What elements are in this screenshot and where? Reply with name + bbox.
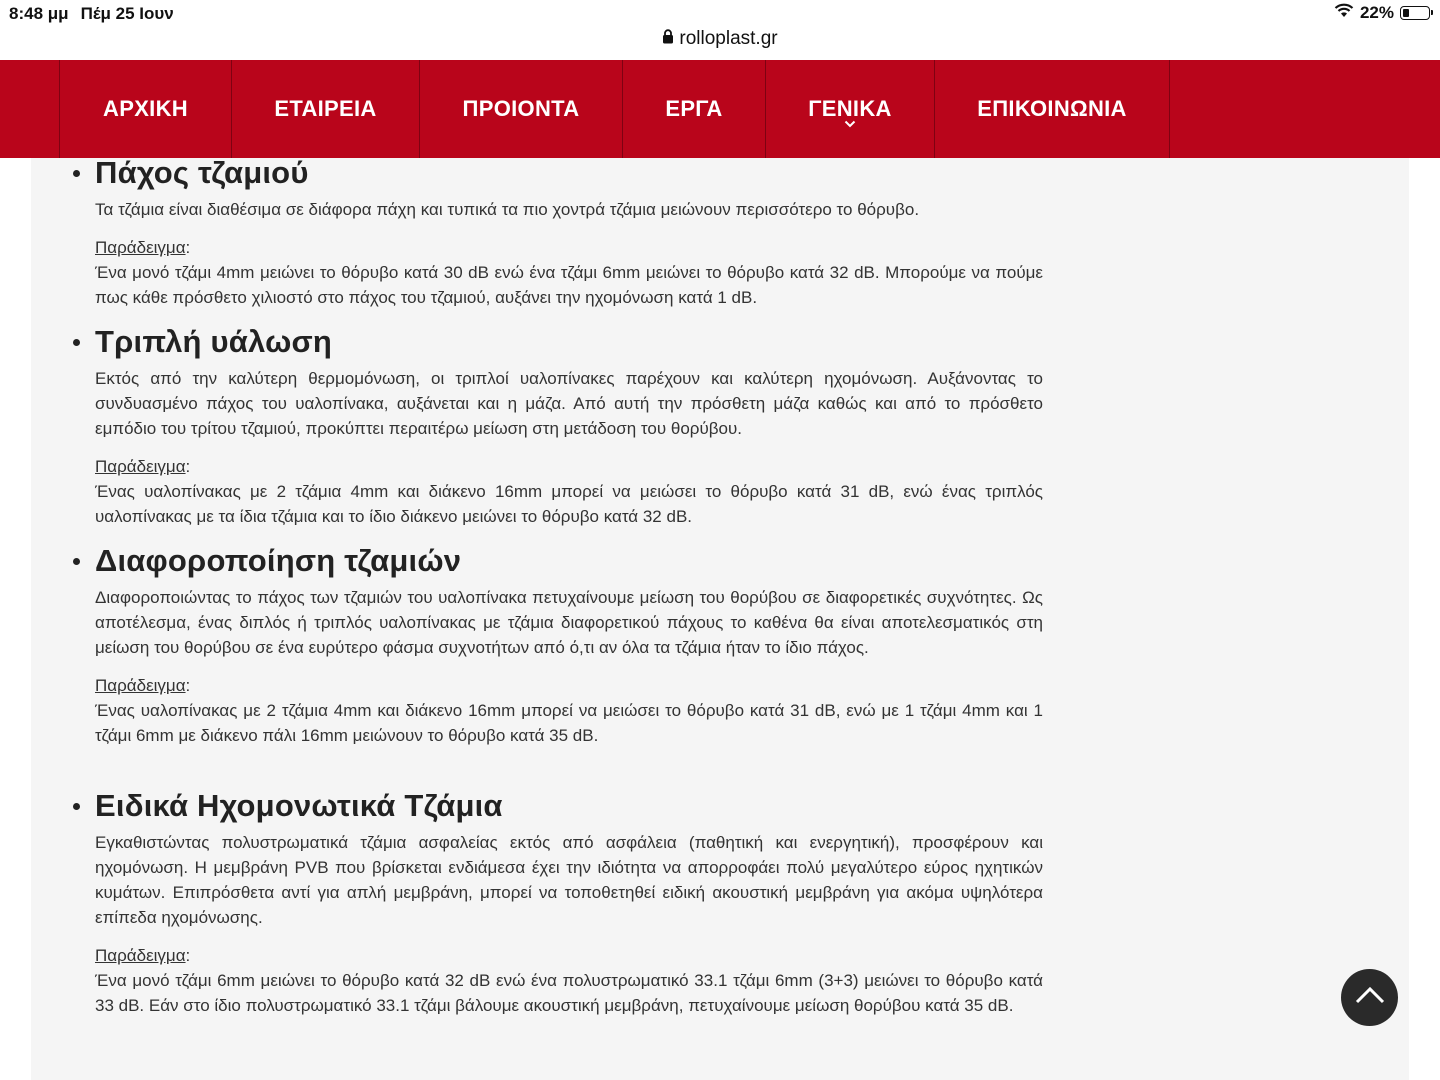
status-clock [9,4,174,24]
bullet-icon [73,170,80,177]
example-label: Παράδειγμα [95,457,186,476]
nav-item-label: ΕΠΙΚΟΙΝΩΝΙΑ [977,96,1127,121]
section-acoustic-glass [31,788,1409,1018]
status-bar [0,0,1440,60]
battery-level [1403,9,1409,17]
section-title [31,543,1409,579]
example-text: Ένα μονό τζάμι 4mm μειώνει το θόρυβο κατά 30 dB ενώ ένα τζάμι 6mm μειώνει το θόρυβο κατά 32 dB. Μπορούμε να πούμε πως κάθε πρόσθετο χιλιοστό στο πάχος του τζαμιού, αυξάνει την ηχομόνωση κατά 1 dB. [95,263,1043,307]
section-glass-thickness [31,158,1409,310]
battery-icon [1400,6,1430,20]
nav-item-projects[interactable] [623,60,766,158]
nav-item-label: ΓΕΝΙΚΑ [808,96,892,121]
nav-item-label: ΑΡΧΙΚΗ [103,96,188,121]
section-title-text: Τριπλή υάλωση [95,324,332,359]
example-label: Παράδειγμα [95,946,186,965]
section-body: Τα τζάμια είναι διαθέσιμα σε διάφορα πάχη και τυπικά τα πιο χοντρά τζάμια μειώνουν περισσότερο το θόρυβο. [95,200,920,219]
example-block: Παράδειγμα: Ένας υαλοπίνακας με 2 τζάμια 4mm και διάκενο 16mm μπορεί να μειώσει το θόρυβο κατά 31 dB, ενώ με 1 τζάμι 4mm και 1 τζάμι 6mm με διάκενο πάλι 16mm μειώνουν το θόρυβο κατά 35 dB. [95,676,1043,745]
address-bar[interactable] [0,28,1440,50]
nav-item-contact[interactable] [935,60,1170,158]
section-title-text: Ειδικά Ηχομονωτικά Τζάμια [95,788,503,823]
nav-item-general[interactable] [766,60,935,158]
chevron-down-icon [844,108,856,134]
section-title [31,324,1409,360]
nav-item-products[interactable] [420,60,623,158]
section-title [31,158,1409,191]
example-text: Ένας υαλοπίνακας με 2 τζάμια 4mm και διάκενο 16mm μπορεί να μειώσει το θόρυβο κατά 31 dB, ενώ με 1 τζάμι 4mm και 1 τζάμι 6mm με διάκενο πάλι 16mm μειώνουν το θόρυβο κατά 35 dB. [95,701,1043,745]
nav-left-spacer [0,60,60,158]
wifi-icon [1334,3,1354,23]
nav-item-company[interactable] [232,60,420,158]
article-content [31,158,1409,1080]
nav-item-label: ΠΡΟΙΟΝΤΑ [462,96,580,121]
url-text: rolloplast.gr [679,28,778,49]
section-body: Διαφοροποιώντας το πάχος των τζαμιών του υαλοπίνακα πετυχαίνουμε μείωση του θορύβου σε διαφορετικές συχνότητες. Ως αποτέλεσμα, ένας διπλός ή τριπλός υαλοπίνακας με τζάμια διαφορετικού πάχους το καθένα θα είναι αποτελεσματικός στη μείωση του θορύβου σε ένα ευρύτερο φάσμα συχνοτήτων από ό,τι αν όλα τα τζάμια ήταν το ίδιο πάχος. [95,588,1043,657]
nav-item-label: ΕΡΓΑ [665,96,723,121]
example-label: Παράδειγμα [95,238,186,257]
bullet-icon [73,803,80,810]
example-text: Ένας υαλοπίνακας με 2 τζάμια 4mm και διάκενο 16mm μπορεί να μειώσει το θόρυβο κατά 31 dB, ενώ ένας τριπλός υαλοπίνακας με τα ίδια τζάμια και το ίδιο διάκενο μειώνει το θόρυβο κατά 32 dB. [95,482,1043,526]
section-triple-glazing [31,324,1409,529]
bullet-icon [73,339,80,346]
section-glass-differentiation [31,543,1409,748]
example-label: Παράδειγμα [95,676,186,695]
section-title [31,788,1409,824]
chevron-up-icon [1355,986,1385,1009]
status-indicators [1334,3,1430,23]
nav-item-label: ΕΤΑΙΡΕΙΑ [274,96,377,121]
battery-percent: 22% [1359,3,1394,22]
main-nav [0,60,1440,158]
scroll-to-top-button[interactable] [1341,969,1398,1026]
example-block: Παράδειγμα: Ένας υαλοπίνακας με 2 τζάμια 4mm και διάκενο 16mm μπορεί να μειώσει το θόρυβο κατά 31 dB, ενώ ένας τριπλός υαλοπίνακας με τα ίδια τζάμια και το ίδιο διάκενο μειώνει το θόρυβο κατά 32 dB. [95,457,1043,526]
section-body: Εγκαθιστώντας πολυστρωματικά τζάμια ασφαλείας εκτός από ασφάλεια (παθητική και ενεργητική), προσφέρουν και ηχομόνωση. Η μεμβράνη PVB που βρίσκεται ενδιάμεσα έχει την ιδιότητα να απορροφάει πολύ μεγαλύτερο εύρος ηχητικών κυμάτων. Επιπρόσθετα αντί για απλή μεμβράνη, μπορεί να τοποθετηθεί ειδική ακουστική μεμβράνη για ακόμα υψηλότερα επίπεδα ηχομόνωσης. [95,833,1043,927]
status-time: 8:48 μμ [9,4,69,23]
status-date: Πέμ 25 Ιουν [80,4,174,23]
section-body: Εκτός από την καλύτερη θερμομόνωση, οι τριπλοί υαλοπίνακες παρέχουν και καλύτερη ηχομόνωση. Αυξάνοντας το συνδυασμένο πάχος του υαλοπίνακα, αυξάνεται και η μάζα. Από αυτή την πρόσθετη μάζα καθώς και από το πρόσθετο εμπόδιο του τρίτου τζαμιού, προκύπτει περαιτέρω μείωση στη μετάδοση του θορύβου. [95,369,1043,438]
section-title-text: Διαφοροποίηση τζαμιών [95,543,462,578]
section-title-text: Πάχος τζαμιού [95,158,309,190]
lock-icon [662,28,674,50]
example-text: Ένα μονό τζάμι 6mm μειώνει το θόρυβο κατά 32 dB ενώ ένα πολυστρωματικό 33.1 τζάμι 6mm (3+3) μειώνει το θόρυβο κατά 33 dB. Εάν στο ίδιο πολυστρωματικό 33.1 τζάμι βάλουμε ακουστική μεμβράνη, πετυχαίνουμε μείωση θορύβου κατά 35 dB. [95,971,1043,1015]
bullet-icon [73,558,80,565]
example-block: Παράδειγμα: Ένα μονό τζάμι 4mm μειώνει το θόρυβο κατά 30 dB ενώ ένα τζάμι 6mm μειώνει το θόρυβο κατά 32 dB. Μπορούμε να πούμε πως κάθε πρόσθετο χιλιοστό στο πάχος του τζαμιού, αυξάνει την ηχομόνωση κατά 1 dB. [95,238,1043,307]
example-block: Παράδειγμα: Ένα μονό τζάμι 6mm μειώνει το θόρυβο κατά 32 dB ενώ ένα πολυστρωματικό 33.1 τζάμι 6mm (3+3) μειώνει το θόρυβο κατά 33 dB. Εάν στο ίδιο πολυστρωματικό 33.1 τζάμι βάλουμε ακουστική μεμβράνη, πετυχαίνουμε μείωση θορύβου κατά 35 dB. [95,946,1043,1015]
nav-item-home[interactable] [60,60,232,158]
